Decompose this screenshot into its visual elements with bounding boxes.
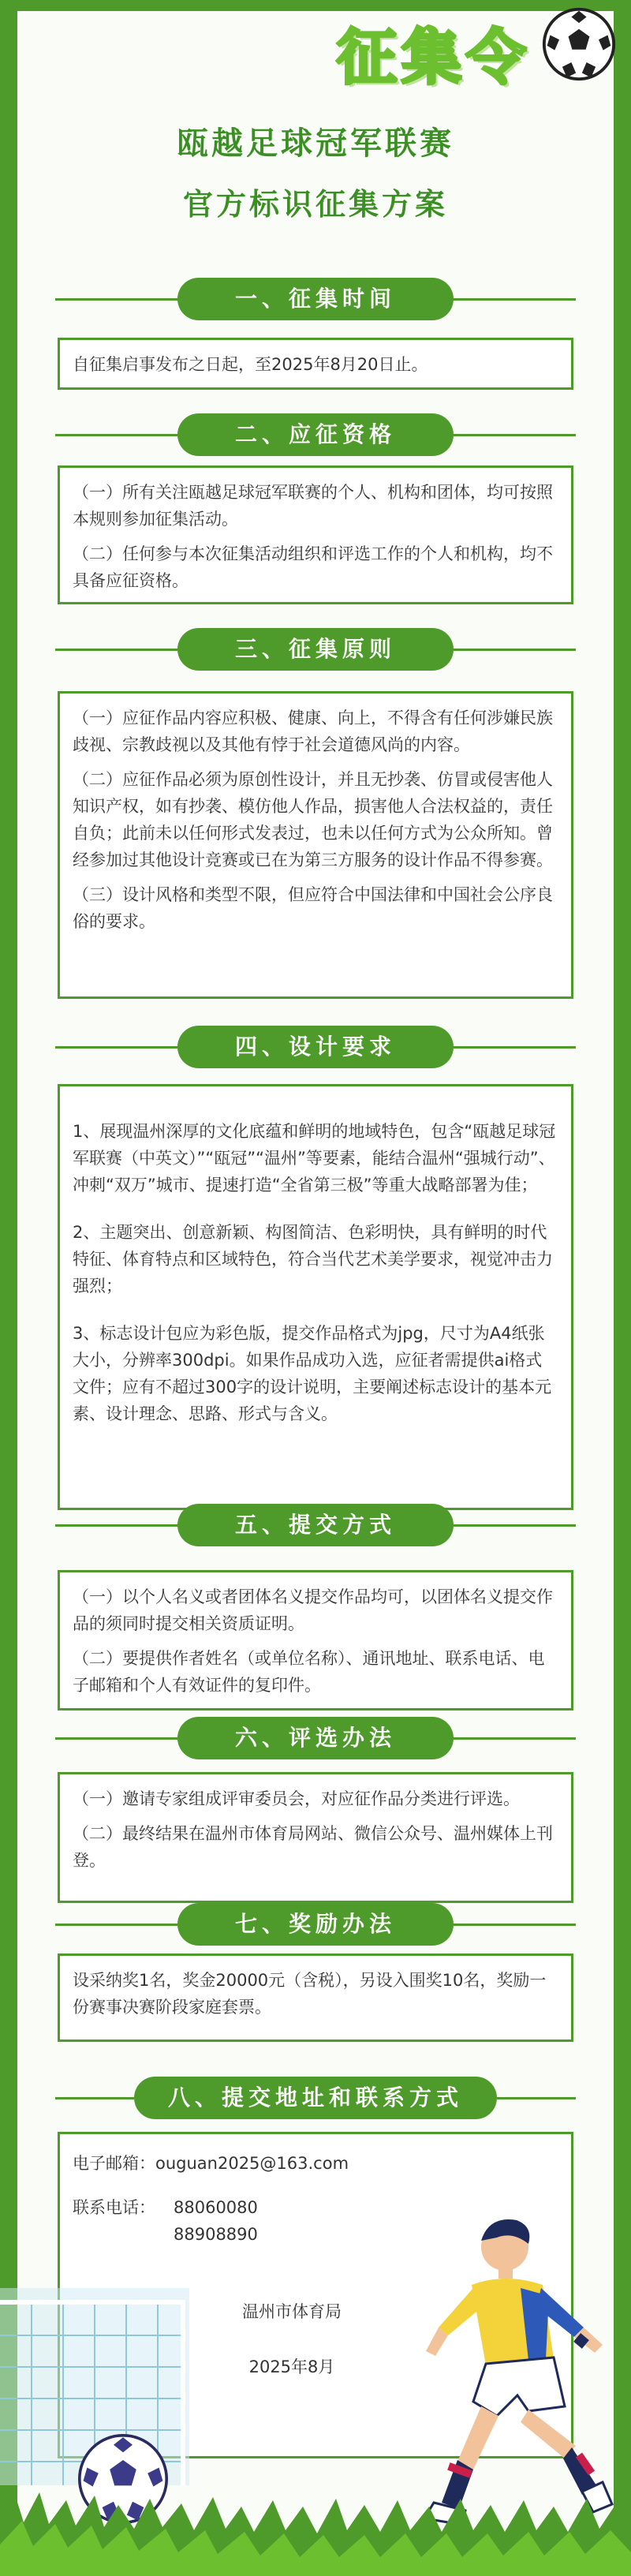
phone-number: 88908890 <box>174 2225 258 2244</box>
section-text: 自征集启事发布之日起，至2025年8月20日止。 <box>73 355 428 374</box>
section-box-design <box>58 1084 573 1510</box>
section-text: （一）所有关注瓯越足球冠军联赛的个人、机构和团体，均可按照本规则参加征集活动。 <box>73 483 553 529</box>
header-banner <box>316 14 552 101</box>
section-heading-contact: 八、提交地址和联系方式 <box>134 2077 497 2119</box>
section-box-principles <box>58 691 573 999</box>
section-text: 1、展现温州深厚的文化底蕴和鲜明的地域特色，包含“瓯越足球冠军联赛（中英文）”“瓯冠”“温州”等要素，能结合温州“强城行动”、冲刺“双万”城市、提速打造“全省第三极”等重大战略部署为佳； <box>73 1122 556 1195</box>
signature-date: 2025年8月 <box>248 2357 335 2376</box>
section-text: （二）应征作品必须为原创性设计，并且无抄袭、仿冒或侵害他人知识产权，如有抄袭、模仿他人作品，损害他人合法权益的，责任自负；此前未以任何形式发表过，也未以任何方式为公众所知。曾经参加过其他设计竞赛或已在为第三方服务的设计作品不得参赛。 <box>73 770 553 869</box>
section-heading-eligibility: 二、应征资格 <box>177 413 454 456</box>
section-heading-time: 一、征集时间 <box>177 278 454 320</box>
section-text: 设采纳奖1名，奖金20000元（含税），另设入围奖10名，奖励一份赛事决赛阶段家庭套票。 <box>73 1971 547 2017</box>
sub-title: 官方标识征集方案 <box>182 187 448 222</box>
section-text: （二）要提供作者姓名（或单位名称）、通讯地址、联系电话、电子邮箱和个人有效证件的复印件。 <box>73 1649 545 1695</box>
email-row <box>73 2150 558 2177</box>
section-box-time <box>58 338 573 390</box>
phone-label: 联系电话： <box>73 2198 155 2217</box>
section-box-eligibility <box>58 465 573 604</box>
section-text: （二）任何参与本次征集活动组织和评选工作的个人和机构，均不具备应征资格。 <box>73 544 553 590</box>
section-heading-design: 四、设计要求 <box>177 1026 454 1068</box>
section-heading-review: 六、评选办法 <box>177 1717 454 1759</box>
section-text: （一）以个人名义或者团体名义提交作品均可，以团体名义提交作品的须同时提交相关资质证明。 <box>73 1587 553 1633</box>
email-value[interactable]: ouguan2025@163.com <box>155 2154 349 2173</box>
phone-numbers <box>174 2194 258 2248</box>
banner-title: 征集令 <box>337 22 531 92</box>
soccer-ball-icon <box>541 6 617 82</box>
grass-decoration <box>0 2489 631 2576</box>
section-text: （一）邀请专家组成评审委员会，对应征作品分类进行评选。 <box>73 1789 520 1808</box>
email-label: 电子邮箱： <box>73 2154 155 2173</box>
section-text: 2、主题突出、创意新颖、构图简洁、色彩明快，具有鲜明的时代特征、体育特点和区域特色，符合当代艺术美学要求，视觉冲击力强烈； <box>73 1223 553 1295</box>
main-title: 瓯越足球冠军联赛 <box>177 125 454 162</box>
section-text: （三）设计风格和类型不限，但应符合中国法律和中国社会公序良俗的要求。 <box>73 885 553 931</box>
section-heading-submission: 五、提交方式 <box>177 1504 454 1546</box>
section-box-reward <box>58 1953 573 2042</box>
phone-number: 88060080 <box>174 2198 258 2217</box>
signature-org: 温州市体育局 <box>242 2302 342 2321</box>
section-heading-reward: 七、奖励办法 <box>177 1903 454 1946</box>
section-heading-principles: 三、征集原则 <box>177 628 454 671</box>
section-text: （一）应征作品内容应积极、健康、向上，不得含有任何涉嫌民族歧视、宗教歧视以及其他有悖于社会道德风尚的内容。 <box>73 708 553 754</box>
section-box-review <box>58 1772 573 1903</box>
section-text: 3、标志设计包应为彩色版，提交作品格式为jpg，尺寸为A4纸张大小，分辨率300dpi。如果作品成功入选，应征者需提供ai格式文件；应有不超过300字的设计说明，主要阐述标志设计的基本元素、设计理念、思路、形式与含义。 <box>73 1324 552 1423</box>
section-box-submission <box>58 1570 573 1710</box>
section-text: （二）最终结果在温州市体育局网站、微信公众号、温州媒体上刊登。 <box>73 1824 553 1870</box>
